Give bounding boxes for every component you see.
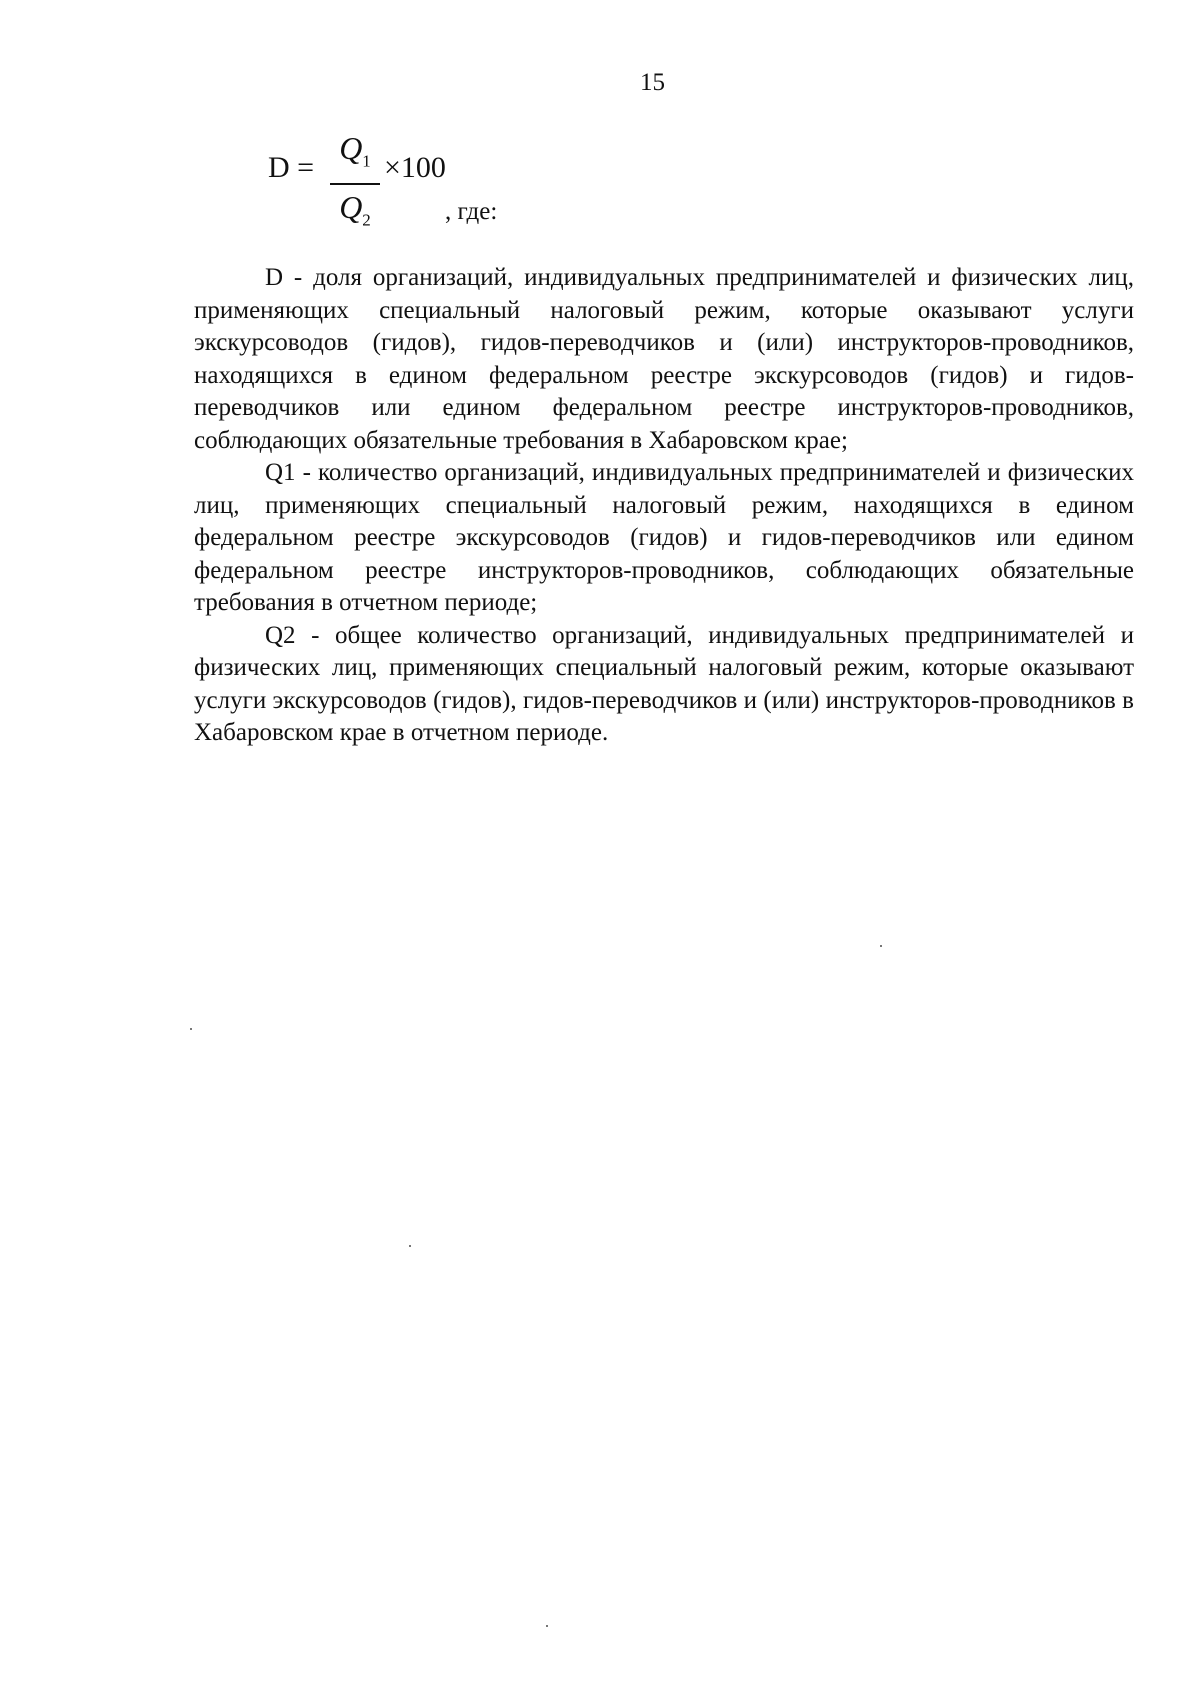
page-number: 15 <box>640 69 665 96</box>
definition-q2: Q2 - общее количество организаций, индивидуальных предпринимателей и физических лиц, применяющих специальный налоговый режим, которые оказывают услуги экскурсоводов (гидов), гидов-переводчиков и (или) инструкторов-проводников в Хабаровском крае в отчетном периоде. <box>194 621 1134 746</box>
formula-denominator <box>330 187 380 240</box>
formula-where: , где: <box>445 198 498 225</box>
fraction-line <box>330 183 380 185</box>
scan-speck <box>190 1028 192 1030</box>
formula-rhs: ×100 <box>384 151 446 184</box>
definition-d: D - доля организаций, индивидуальных предпринимателей и физических лиц, применяющих специальный налоговый режим, которые оказывают услуги экскурсоводов (гидов), гидов-переводчиков и (или) инструкторов-проводников, находящихся в едином федеральном реестре экскурсоводов (гидов) и гидов-переводчиков или едином федеральном реестре инструкторов-проводников, соблюдающих обязательные требования в Хабаровском крае; <box>194 264 1134 454</box>
scan-speck <box>409 1245 411 1247</box>
scan-speck <box>880 945 882 947</box>
formula-lhs: D = <box>268 151 315 184</box>
denominator-symbol: Q <box>339 189 363 226</box>
definition-q1: Q1 - количество организаций, индивидуальных предпринимателей и физических лиц, применяющих специальный налоговый режим, находящихся в едином федеральном реестре экскурсоводов (гидов) и гидов-переводчиков или едином федеральном реестре инструкторов-проводников, соблюдающих обязательные требования в отчетном периоде; <box>194 459 1134 616</box>
formula-numerator <box>330 128 380 181</box>
scan-speck <box>546 1625 548 1627</box>
numerator-subscript: 1 <box>362 151 371 171</box>
formula-fraction <box>330 128 380 241</box>
denominator-subscript: 2 <box>362 210 371 230</box>
numerator-symbol: Q <box>339 130 363 166</box>
formula <box>268 128 538 238</box>
definitions <box>194 262 1134 750</box>
